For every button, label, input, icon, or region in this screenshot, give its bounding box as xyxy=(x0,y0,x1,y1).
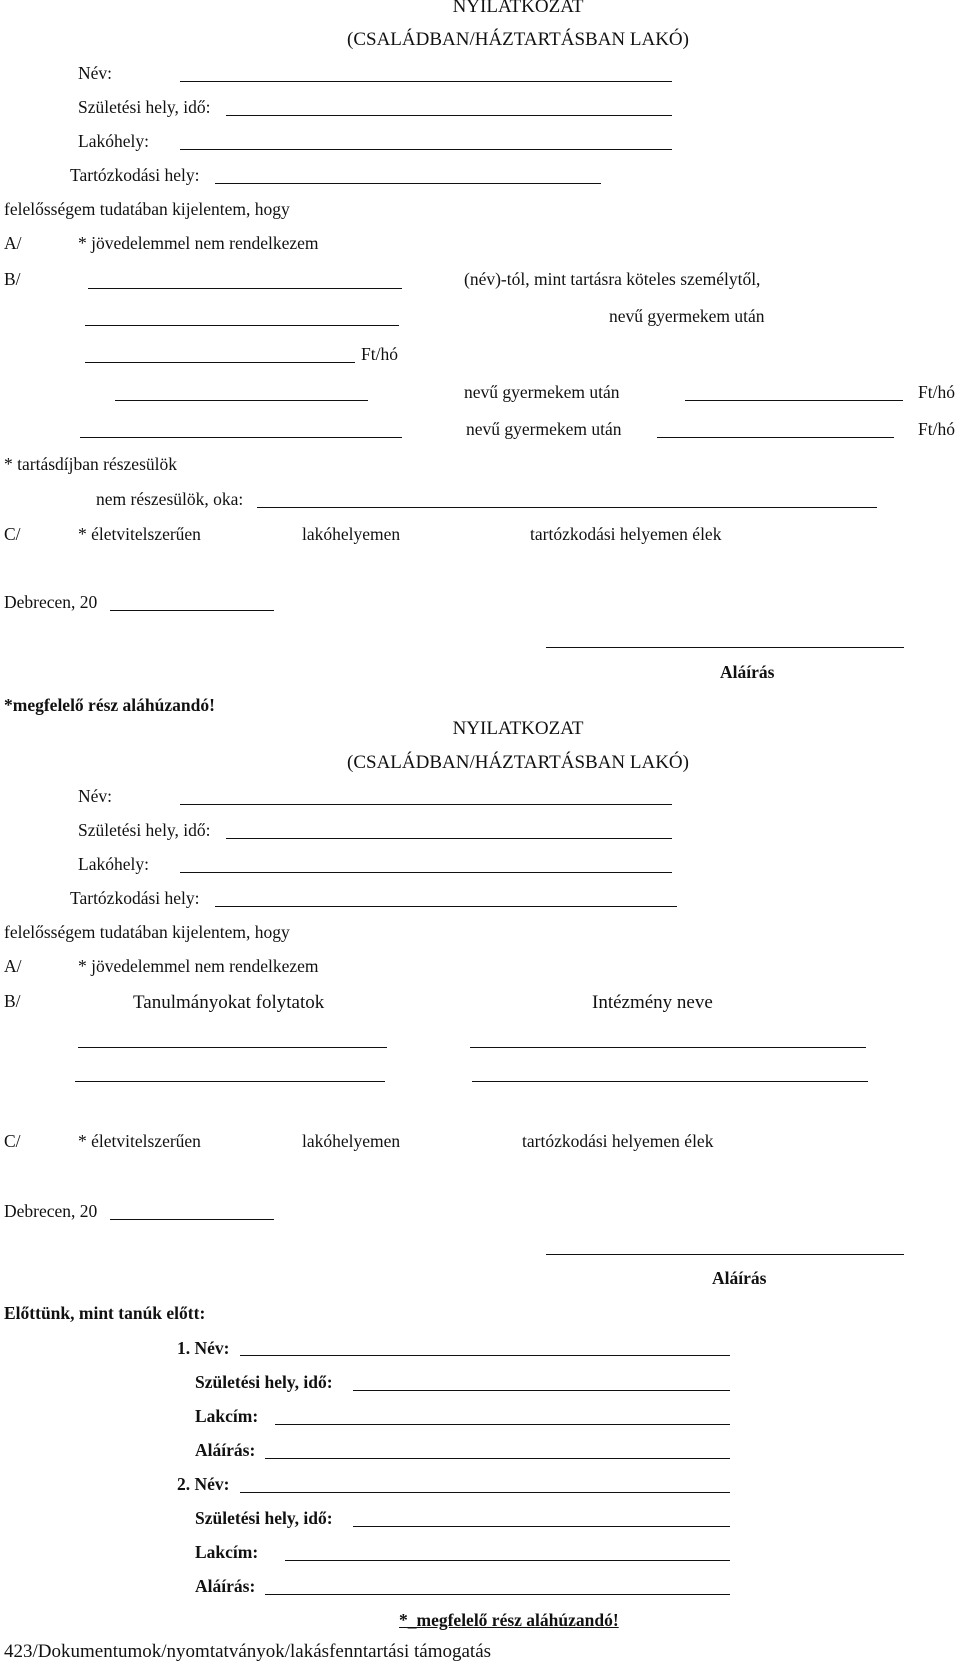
form2-institution: Intézmény neve xyxy=(592,992,713,1013)
form1-child1-label: nevű gyermekem után xyxy=(609,306,765,326)
form1-amount1-field[interactable] xyxy=(85,362,355,363)
form2-stay-label: Tartózkodási hely: xyxy=(70,888,200,908)
witness2-signature-label: Aláírás: xyxy=(195,1576,256,1596)
form2-signature-line[interactable] xyxy=(546,1254,904,1255)
form1-ft-ho-3: Ft/hó xyxy=(918,419,955,439)
form1-obligor-field[interactable] xyxy=(88,288,402,289)
form2-c-text3: tartózkodási helyemen élek xyxy=(522,1131,714,1151)
form1-amount3-field[interactable] xyxy=(657,437,894,438)
form1-child2-field[interactable] xyxy=(115,400,368,401)
form2-name-label: Név: xyxy=(78,786,113,806)
form1-declaration: felelősségem tudatában kijelentem, hogy xyxy=(4,199,290,219)
form2-signature-label: Aláírás xyxy=(712,1268,767,1288)
form2-residence-field[interactable] xyxy=(180,872,672,873)
form1-stay-label: Tartózkodási hely: xyxy=(70,165,200,185)
form2-birth-label: Születési hely, idő: xyxy=(78,820,211,840)
witness1-address-field[interactable] xyxy=(275,1424,730,1425)
form1-stay-field[interactable] xyxy=(215,183,601,184)
form1-name-label: Név: xyxy=(78,63,113,83)
form1-date-field[interactable] xyxy=(110,610,274,611)
form1-child3-field[interactable] xyxy=(80,437,402,438)
witness2-birth-field[interactable] xyxy=(353,1526,730,1527)
form1-signature-label: Aláírás xyxy=(720,662,775,682)
witness2-address-field[interactable] xyxy=(285,1560,730,1561)
form1-ft-ho-2: Ft/hó xyxy=(918,382,955,402)
form2-institution-field-1[interactable] xyxy=(470,1047,866,1048)
form1-residence-label: Lakóhely: xyxy=(78,131,149,151)
form1-name-field[interactable] xyxy=(180,81,672,82)
form1-title: NYILATKOZAT xyxy=(452,0,584,17)
form2-b-marker: B/ xyxy=(4,991,21,1011)
witnesses-heading: Előttünk, mint tanúk előtt: xyxy=(4,1303,206,1323)
form2-a-marker: A/ xyxy=(4,956,22,976)
form1-b-text: (név)-tól, mint tartásra köteles személytől, xyxy=(464,269,761,289)
witness2-address-label: Lakcím: xyxy=(195,1542,259,1562)
witness1-birth-label: Születési hely, idő: xyxy=(195,1372,333,1392)
form1-alimony-no: nem részesülök, oka: xyxy=(96,489,244,509)
witness2-name-label: 2. Név: xyxy=(177,1474,230,1494)
form1-subtitle: (CSALÁDBAN/HÁZTARTÁSBAN LAKÓ) xyxy=(347,29,689,50)
form1-place-date: Debrecen, 20 xyxy=(4,592,98,612)
form1-birth-field[interactable] xyxy=(226,115,672,116)
form1-residence-field[interactable] xyxy=(180,149,672,150)
form1-child2-label: nevű gyermekem után xyxy=(464,382,620,402)
form1-note: *megfelelő rész aláhúzandó! xyxy=(4,695,215,715)
form1-c-text1: * életvitelszerűen xyxy=(78,524,201,544)
form2-title: NYILATKOZAT xyxy=(452,718,584,739)
form2-stay-field[interactable] xyxy=(215,906,677,907)
form2-institution-field-2[interactable] xyxy=(472,1081,868,1082)
form1-reason-field[interactable] xyxy=(257,507,877,508)
form1-b-marker: B/ xyxy=(4,269,21,289)
witness1-name-label: 1. Név: xyxy=(177,1338,230,1358)
witness1-address-label: Lakcím: xyxy=(195,1406,259,1426)
form2-date-field[interactable] xyxy=(110,1219,274,1220)
witnesses-note: *_megfelelő rész aláhúzandó! xyxy=(399,1610,619,1630)
form1-child3-label: nevű gyermekem után xyxy=(466,419,622,439)
witness2-signature-field[interactable] xyxy=(265,1594,730,1595)
form2-residence-label: Lakóhely: xyxy=(78,854,149,874)
form2-declaration: felelősségem tudatában kijelentem, hogy xyxy=(4,922,290,942)
witness1-signature-label: Aláírás: xyxy=(195,1440,256,1460)
form2-subtitle: (CSALÁDBAN/HÁZTARTÁSBAN LAKÓ) xyxy=(347,752,689,773)
witness1-signature-field[interactable] xyxy=(265,1458,730,1459)
form1-birth-label: Születési hely, idő: xyxy=(78,97,211,117)
form2-birth-field[interactable] xyxy=(226,838,672,839)
form2-studies-field-1[interactable] xyxy=(78,1047,387,1048)
form2-place-date: Debrecen, 20 xyxy=(4,1201,98,1221)
form1-a-marker: A/ xyxy=(4,233,22,253)
form1-child1-field[interactable] xyxy=(85,325,399,326)
form1-signature-line[interactable] xyxy=(546,647,904,648)
form1-c-marker: C/ xyxy=(4,524,21,544)
footer-path: 423/Dokumentumok/nyomtatványok/lakásfenntartási támogatás xyxy=(4,1641,492,1662)
form2-c-marker: C/ xyxy=(4,1131,21,1151)
form1-alimony-yes: * tartásdíjban részesülök xyxy=(4,454,178,474)
form2-a-text: * jövedelemmel nem rendelkezem xyxy=(78,956,319,976)
form2-studies: Tanulmányokat folytatok xyxy=(133,992,325,1013)
form1-c-text2: lakóhelyemen xyxy=(302,524,401,544)
form2-c-text1: * életvitelszerűen xyxy=(78,1131,201,1151)
witness1-birth-field[interactable] xyxy=(353,1390,730,1391)
form1-c-text3: tartózkodási helyemen élek xyxy=(530,524,722,544)
witness1-name-field[interactable] xyxy=(240,1355,730,1356)
witness2-name-field[interactable] xyxy=(240,1492,730,1493)
form2-name-field[interactable] xyxy=(180,804,672,805)
form2-studies-field-2[interactable] xyxy=(75,1081,385,1082)
form2-c-text2: lakóhelyemen xyxy=(302,1131,401,1151)
witness2-birth-label: Születési hely, idő: xyxy=(195,1508,333,1528)
form1-a-text: * jövedelemmel nem rendelkezem xyxy=(78,233,319,253)
form1-amount2-field[interactable] xyxy=(685,400,903,401)
form1-ft-ho-1: Ft/hó xyxy=(361,344,398,364)
